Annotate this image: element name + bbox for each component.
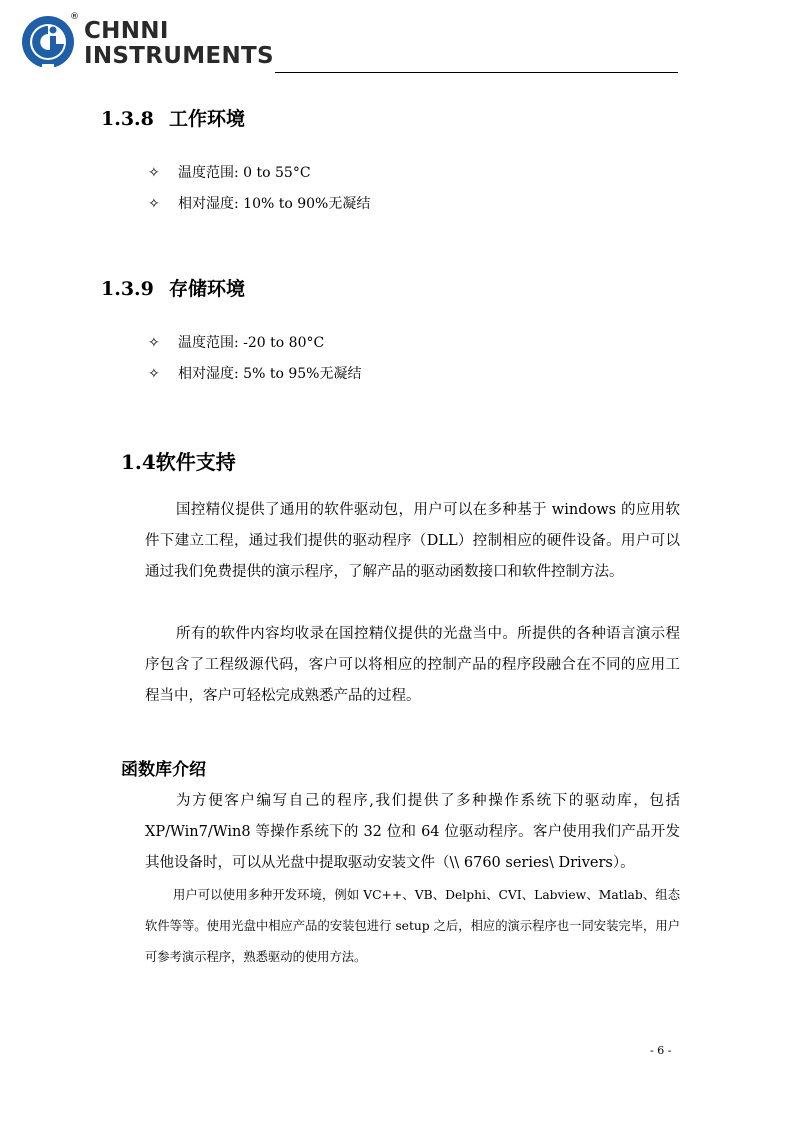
diamond-bullet-icon: ✧ (148, 366, 160, 382)
section-number: 1.3.9 (101, 278, 154, 300)
section-heading-1-4: 1.4软件支持 (121, 450, 236, 474)
company-logo-icon (20, 14, 76, 70)
paragraph: 国控精仪提供了通用的软件驱动包，用户可以在多种基于 windows 的应用软件下建立工程，通过我们提供的驱动程序（DLL）控制相应的硬件设备。用户可以通过我们免费提供的演示程序，了解产品的驱动函数接口和软件控制方法。 (145, 502, 680, 580)
list-item (148, 363, 361, 383)
list-item-text: 相对湿度: 5% to 95%无凝结 (178, 366, 362, 382)
list-item (148, 162, 311, 182)
paragraph: 所有的软件内容均收录在国控精仪提供的光盘当中。所提供的各种语言演示程序包含了工程级源代码，客户可以将相应的控制产品的程序段融合在不同的应用工程当中，客户可轻松完成熟悉产品的过程。 (145, 626, 680, 704)
diamond-bullet-icon: ✧ (148, 335, 160, 351)
header-divider (275, 72, 678, 73)
section-title: 工作环境 (169, 108, 246, 130)
paragraph: 用户可以使用多种开发环境，例如 VC++、VB、Delphi、CVI、Labview、Matlab、组态软件等等。使用光盘中相应产品的安装包进行 setup 之后，相应的演示程序也一同安装完毕，用户可参考演示程序，熟悉驱动的使用方法。 (145, 888, 680, 964)
section-title: 存储环境 (169, 278, 246, 300)
brand-line-1: CHNNI (84, 18, 169, 44)
paragraph: 为方便客户编写自己的程序,我们提供了多种操作系统下的驱动库，包括XP/Win7/Win8 等操作系统下的 32 位和 64 位驱动程序。客户使用我们产品开发其他设备时，可以从光盘中提取驱动安装文件（\\ 6760 series\ Drivers）。 (145, 793, 680, 871)
list-item (148, 332, 324, 352)
section-heading-1-3-9 (101, 274, 245, 301)
list-item-text: 温度范围: -20 to 80°C (178, 335, 325, 351)
diamond-bullet-icon: ✧ (148, 165, 160, 181)
list-item-text: 温度范围: 0 to 55°C (178, 165, 311, 181)
section-heading-function-library: 函数库介绍 (121, 760, 206, 780)
diamond-bullet-icon: ✧ (148, 196, 160, 212)
brand-name (84, 19, 274, 69)
list-item-text: 相对湿度: 10% to 90%无凝结 (178, 196, 371, 212)
registered-mark: ® (70, 12, 79, 22)
brand-line-2: INSTRUMENTS (84, 43, 274, 69)
list-item (148, 193, 370, 213)
page-number: - 6 - (650, 1044, 672, 1057)
section-heading-1-3-8 (101, 104, 245, 131)
section-number: 1.3.8 (101, 108, 154, 130)
